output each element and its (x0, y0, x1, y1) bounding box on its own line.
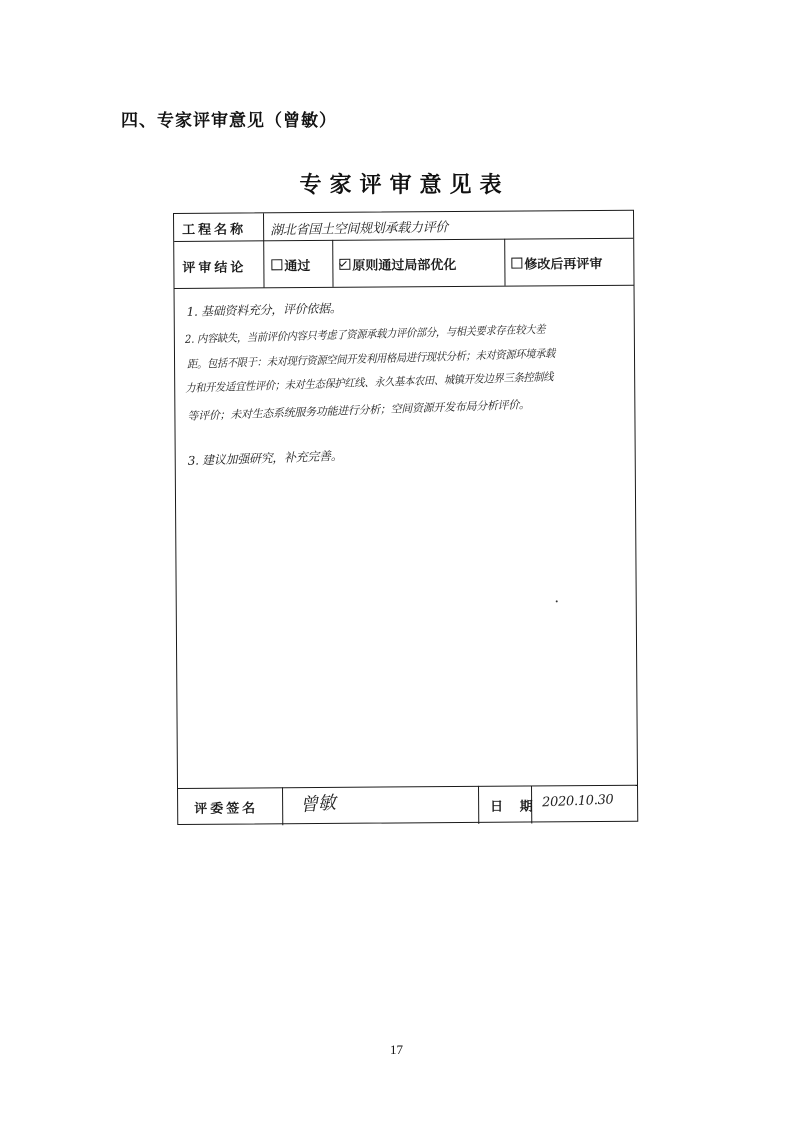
conclusion-label: 评审结论 (182, 260, 247, 276)
signature-value: 曾敏 (299, 792, 337, 817)
opinion-line: 2. 内容缺失，当前评价内容只考虑了资源承载力评价部分，与相关要求存在较大差 (184, 322, 546, 346)
row-divider (175, 285, 634, 289)
project-name-label: 工程名称 (182, 222, 247, 238)
checkbox-checked[interactable] (339, 259, 350, 270)
form-title: 专家评审意见表 (299, 173, 510, 198)
ink-speck (556, 600, 558, 602)
project-name-value: 湖北省国土空间规划承载力评价 (270, 220, 449, 239)
checkbox[interactable] (271, 259, 282, 270)
option-label: 通过 (284, 259, 311, 275)
review-form-table (173, 210, 638, 825)
date-value: 2020.10.30 (541, 792, 614, 811)
option-label: 原则通过局部优化 (352, 258, 457, 274)
option-pass-partial-optimize[interactable] (339, 254, 456, 274)
opinion-line: 距。包括不限于：未对现行资源空间开发利用格局进行现状分析；未对资源环境承载 (186, 346, 556, 371)
column-divider (504, 239, 505, 286)
opinion-line: 等评价；未对生态系统服务功能进行分析；空间资源开发布局分析评价。 (187, 397, 530, 423)
option-pass[interactable] (271, 255, 310, 274)
option-label: 修改后再评审 (524, 257, 603, 273)
column-divider (263, 213, 265, 287)
column-divider (282, 787, 283, 825)
checkbox[interactable] (511, 258, 522, 269)
option-revise-rereview[interactable] (511, 253, 602, 273)
opinion-line: 3. 建议加强研究，补充完善。 (187, 448, 343, 468)
section-heading: 四、专家评审意见（曾敏） (121, 111, 337, 131)
row-divider (178, 785, 637, 789)
column-divider (332, 240, 333, 287)
opinion-line: 1. 基础资料充分，评价依据。 (186, 301, 342, 319)
row-divider (174, 238, 633, 242)
column-divider (478, 786, 479, 824)
opinion-line: 力和开发适宜性评价；未对生态保护红线、永久基本农田、城镇开发边界三条控制线 (185, 370, 554, 395)
page-number: 17 (390, 1042, 403, 1057)
signature-label: 评委签名 (194, 801, 259, 817)
date-label: 日 期 (490, 799, 539, 815)
